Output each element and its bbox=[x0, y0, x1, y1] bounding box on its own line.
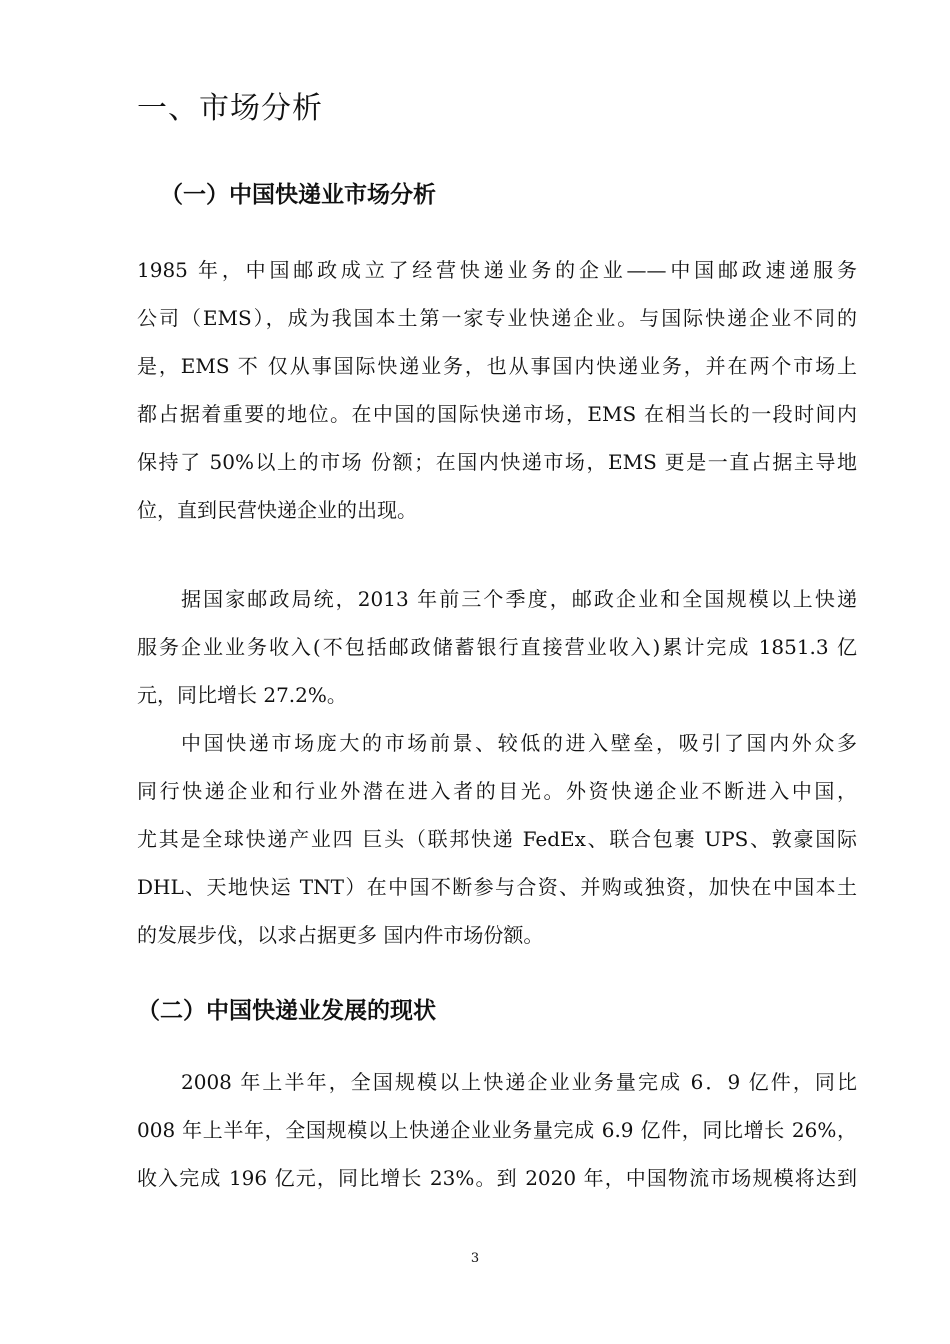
section-title-market-analysis: （一）中国快递业市场分析 bbox=[160, 182, 436, 208]
paragraph-line: 保持了 50%以上的市场 份额；在国内快递市场，EMS 更是一直占据主导地 bbox=[137, 450, 857, 474]
paragraph-revenue-statistics bbox=[137, 575, 857, 719]
paragraph-2008-volume bbox=[137, 1058, 857, 1202]
paragraph-line: 是，EMS 不 仅从事国际快递业务，也从事国内快递业务，并在两个市场上 bbox=[137, 354, 857, 378]
paragraph-line: 位，直到民营快递企业的出现。 bbox=[137, 498, 417, 522]
paragraph-line: 尤其是全球快递产业四 巨头（联邦快递 FedEx、联合包裹 UPS、敦豪国际 bbox=[137, 827, 857, 851]
paragraph-line: 收入完成 196 亿元，同比增长 23%。到 2020 年，中国物流市场规模将达到 bbox=[137, 1166, 857, 1190]
paragraph-foreign-competition bbox=[137, 719, 857, 959]
paragraph-line: 中国快递市场庞大的市场前景、较低的进入壁垒，吸引了国内外众多 bbox=[181, 731, 857, 755]
section-title-current-status: （二）中国快递业发展的现状 bbox=[137, 998, 436, 1024]
paragraph-line: 都占据着重要的地位。在中国的国际快递市场，EMS 在相当长的一段时间内 bbox=[137, 402, 857, 426]
paragraph-line: 的发展步伐，以求占据更多 国内件市场份额。 bbox=[137, 923, 544, 947]
paragraph-line: 1985 年，中国邮政成立了经营快递业务的企业——中国邮政速递服务 bbox=[137, 258, 857, 282]
paragraph-line: 公司（EMS），成为我国本土第一家专业快递企业。与国际快递企业不同的 bbox=[137, 306, 857, 330]
paragraph-line: 008 年上半年，全国规模以上快递企业业务量完成 6.9 亿件，同比增长 26%， bbox=[137, 1118, 857, 1142]
paragraph-line: 同行快递企业和行业外潜在进入者的目光。外资快递企业不断进入中国， bbox=[137, 779, 857, 803]
paragraph-line: 2008 年上半年，全国规模以上快递企业业务量完成 6．9 亿件，同比 bbox=[181, 1070, 857, 1094]
paragraph-line: DHL、天地快运 TNT）在中国不断参与合资、并购或独资，加快在中国本土 bbox=[137, 875, 857, 899]
paragraph-ems-history bbox=[137, 246, 857, 534]
page-heading: 一、市场分析 bbox=[137, 91, 323, 126]
paragraph-line: 据国家邮政局统，2013 年前三个季度，邮政企业和全国规模以上快递 bbox=[181, 587, 857, 611]
paragraph-line: 元，同比增长 27.2%。 bbox=[137, 683, 347, 707]
page-number: 3 bbox=[470, 1251, 480, 1266]
paragraph-line: 服务企业业务收入(不包括邮政储蓄银行直接营业收入)累计完成 1851.3 亿 bbox=[137, 635, 857, 659]
